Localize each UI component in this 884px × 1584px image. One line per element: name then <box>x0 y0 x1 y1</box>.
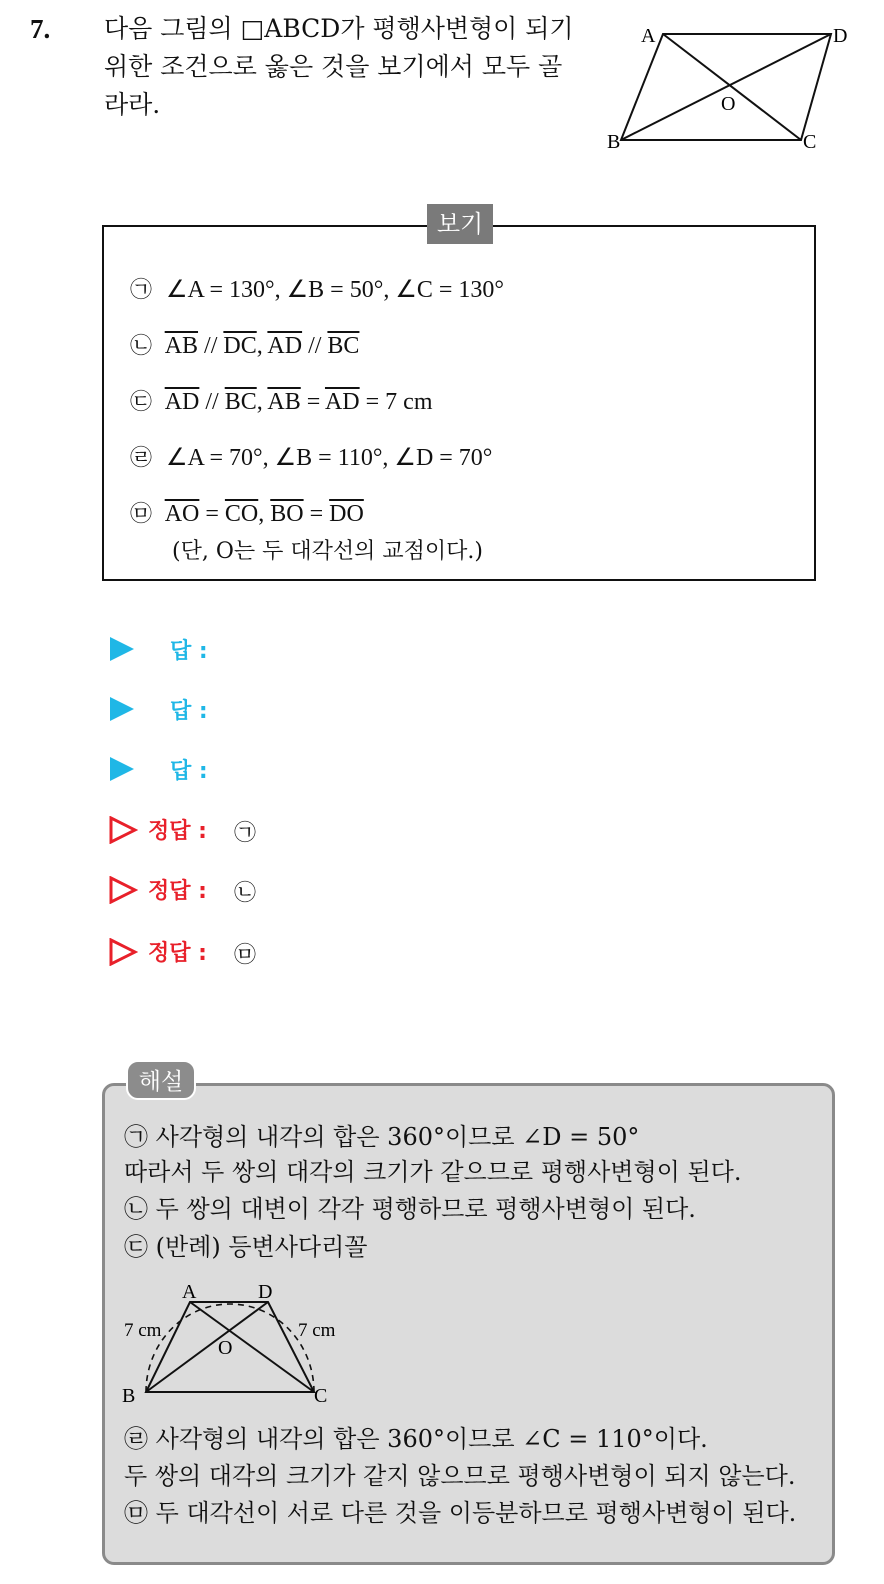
option-3-mark: ㉢ <box>130 390 153 415</box>
label-o: O <box>721 93 736 115</box>
question-number: 7. <box>30 14 51 44</box>
option-2-mark: ㉡ <box>130 334 153 359</box>
option-5 <box>130 499 364 530</box>
separator: , <box>258 501 271 527</box>
separator: = <box>199 501 225 527</box>
segment: $\overline{AD}$ <box>267 333 303 359</box>
segment: $\overline{CO}$ <box>224 501 259 527</box>
separator: // <box>302 333 328 359</box>
separator: = <box>303 501 330 527</box>
label-a: A <box>182 1281 197 1303</box>
length-value: = 7 cm <box>359 389 433 415</box>
solution-line-1: ㉠ 사각형의 내각의 합은 360°이므로 ∠D = 50° <box>124 1123 640 1151</box>
option-4 <box>130 443 492 474</box>
filled-triangle-icon <box>108 756 136 782</box>
question-line-1: 다음 그림의 □ABCD가 평행사변형이 되기 <box>104 14 574 43</box>
option-4-text: ∠A = 70°, ∠B = 110°, ∠D = 70° <box>166 445 493 471</box>
question-line-2: 위한 조건으로 옳은 것을 보기에서 모두 골 <box>104 52 563 81</box>
right-length: 7 cm <box>298 1320 336 1341</box>
option-1 <box>130 275 504 306</box>
solution-line-6: 두 쌍의 대각의 크기가 같지 않으므로 평행사변형이 되지 않는다. <box>124 1462 796 1490</box>
solution-title: 해설 <box>126 1060 196 1100</box>
segment: $\overline{BC}$ <box>327 333 360 359</box>
option-1-mark: ㉠ <box>130 278 153 303</box>
correct-value: ㉠ <box>234 821 257 846</box>
label-c: C <box>314 1385 328 1407</box>
outline-triangle-icon <box>108 876 138 904</box>
segment: $\overline{AO}$ <box>164 501 200 527</box>
option-2 <box>130 331 359 362</box>
option-4-mark: ㉣ <box>130 446 153 471</box>
label-c: C <box>803 131 817 153</box>
filled-triangle-icon <box>108 696 136 722</box>
correct-label: 정답 : <box>148 941 207 966</box>
solution-line-5: ㉣ 사각형의 내각의 합은 360°이므로 ∠C = 110°이다. <box>124 1425 708 1453</box>
solution-line-4: ㉢ (반례) 등변사다리꼴 <box>124 1233 368 1261</box>
outline-triangle-icon <box>108 938 138 966</box>
separator: // <box>199 389 225 415</box>
segment: $\overline{AD}$ <box>324 389 360 415</box>
question-line-3: 라라. <box>104 90 161 119</box>
question-text <box>104 10 604 124</box>
segment: $\overline{AB}$ <box>267 389 301 415</box>
segment: $\overline{DC}$ <box>223 333 257 359</box>
diagonal-bd <box>621 34 831 140</box>
segment: $\overline{BC}$ <box>224 389 257 415</box>
label-b: B <box>607 131 621 153</box>
segment: $\overline{AB}$ <box>164 333 199 359</box>
segment: $\overline{AD}$ <box>164 389 200 415</box>
correct-label: 정답 : <box>148 879 207 904</box>
label-o: O <box>218 1337 233 1359</box>
answer-label: 답 : <box>170 639 208 664</box>
parallelogram-figure <box>605 18 865 158</box>
correct-label: 정답 : <box>148 819 207 844</box>
separator: , <box>256 389 268 415</box>
solution-line-2: 따라서 두 쌍의 대각의 크기가 같으므로 평행사변형이 된다. <box>124 1158 742 1186</box>
separator: , <box>256 333 268 359</box>
option-5-mark: ㉤ <box>130 502 153 527</box>
answer-label: 답 : <box>170 699 208 724</box>
label-b: B <box>122 1385 136 1407</box>
option-3 <box>130 387 433 418</box>
option-5-note: (단, O는 두 대각선의 교점이다.) <box>172 539 483 564</box>
label-a: A <box>641 25 656 47</box>
filled-triangle-icon <box>108 636 136 662</box>
answer-label: 답 : <box>170 759 208 784</box>
solution-line-3: ㉡ 두 쌍의 대변이 각각 평행하므로 평행사변형이 된다. <box>124 1195 696 1223</box>
label-d: D <box>258 1281 273 1303</box>
segment: $\overline{DO}$ <box>329 501 364 527</box>
separator: // <box>198 333 224 359</box>
outline-triangle-icon <box>108 816 138 844</box>
option-1-text: ∠A = 130°, ∠B = 50°, ∠C = 130° <box>166 277 504 303</box>
segment: $\overline{BO}$ <box>270 501 304 527</box>
bogi-title: 보기 <box>427 204 493 244</box>
correct-value: ㉤ <box>234 943 257 968</box>
label-d: D <box>833 25 848 47</box>
solution-line-7: ㉤ 두 대각선이 서로 다른 것을 이등분하므로 평행사변형이 된다. <box>124 1499 797 1527</box>
trapezoid-figure <box>118 1272 358 1412</box>
correct-value: ㉡ <box>234 881 257 906</box>
diagonal-ac <box>663 34 801 140</box>
separator: = <box>300 389 325 415</box>
left-length: 7 cm <box>124 1320 162 1341</box>
